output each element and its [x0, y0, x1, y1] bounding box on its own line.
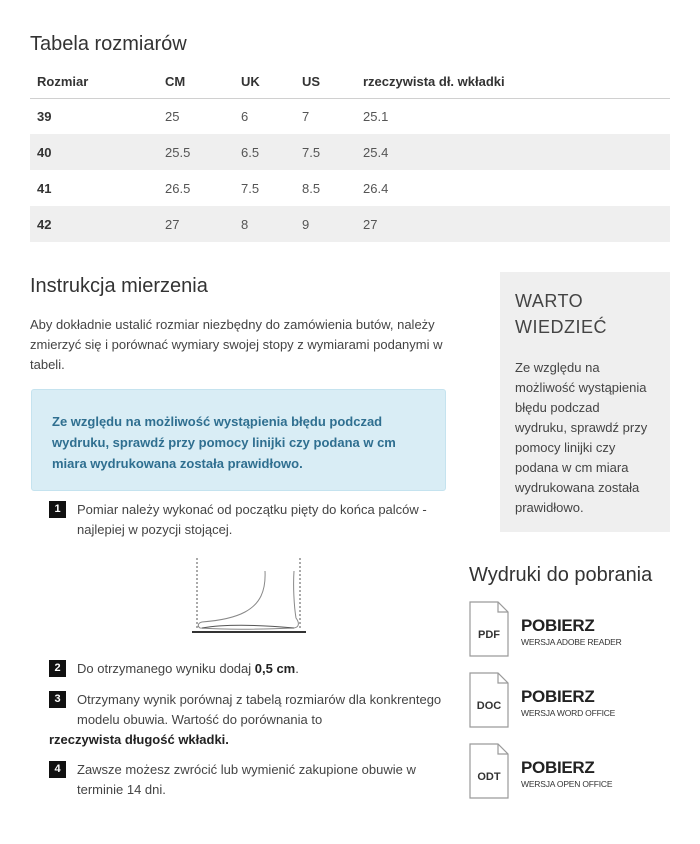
download-sublabel: WERSJA OPEN OFFICE	[521, 779, 613, 789]
cell-uk: 8	[234, 206, 295, 242]
size-table-header-row	[30, 66, 670, 98]
table-row	[30, 170, 670, 206]
good-to-know-title: WARTO WIEDZIEĆ	[515, 291, 607, 337]
cell-uk: 6.5	[234, 134, 295, 170]
cell-size: 39	[37, 108, 52, 124]
cell-us: 8.5	[302, 180, 321, 196]
cell-insole: 25.4	[356, 134, 670, 170]
col-header-size: Rozmiar	[30, 66, 158, 98]
good-to-know-text: Ze względu na możliwość wystąpienia błędu podczad wydruku, sprawdź przy pomocy linijki czy podana w cm miara wydrukowana została prawidłowo.	[515, 360, 648, 515]
instructions-intro: Aby dokładnie ustalić rozmiar niezbędny do zamówienia butów, należy zmierzyć się i porównać wymiary swojej stopy z wymiarami podanymi w tabeli.	[30, 317, 443, 372]
print-warning-alert: Ze względu na możliwość wystąpienia błędu podczad wydruku, sprawdź przy pomocy linijki czy podana w cm miara wydrukowana została prawidłowo.	[31, 389, 446, 491]
step-text-bold: rzeczywista długość wkładki.	[49, 732, 229, 747]
foot-measure-illustration	[190, 556, 310, 636]
download-doc-link[interactable]	[469, 672, 684, 730]
step-2	[49, 659, 449, 679]
cell-insole: 27	[356, 206, 670, 242]
document-file-icon	[469, 601, 509, 657]
col-header-uk: UK	[234, 66, 295, 98]
cell-insole: 25.1	[363, 108, 389, 124]
step-number: 4	[49, 761, 66, 778]
cell-uk: 6	[241, 108, 249, 124]
cell-cm: 25.5	[158, 134, 234, 170]
step-text: Otrzymany wynik porównaj z tabelą rozmiarów dla konkrentego modelu obuwia. Wartość do porównania to	[77, 692, 442, 727]
size-table-title: Tabela rozmiarów	[30, 33, 187, 55]
col-header-insole-length: rzeczywista dł. wkładki	[356, 66, 670, 98]
step-4	[49, 760, 449, 800]
download-pdf-link[interactable]	[469, 601, 684, 659]
cell-us: 7.5	[295, 134, 356, 170]
col-header-cm: CM	[158, 66, 234, 98]
step-text: Pomiar należy wykonać od początku pięty do końca palców - najlepiej w pozycji stojącej.	[77, 502, 427, 537]
step-3	[49, 690, 449, 750]
step-number: 2	[49, 660, 66, 677]
cell-us: 7	[302, 108, 310, 124]
table-row	[30, 206, 670, 242]
download-label: POBIERZ	[521, 758, 595, 777]
document-file-icon	[469, 743, 509, 799]
cell-insole: 26.4	[363, 180, 389, 196]
svg-text:PDF: PDF	[478, 629, 500, 641]
step-1	[49, 500, 449, 540]
cell-uk: 7.5	[241, 180, 260, 196]
col-header-us: US	[295, 66, 356, 98]
good-to-know-box	[500, 272, 670, 532]
cell-size: 42	[30, 206, 158, 242]
download-sublabel: WERSJA WORD OFFICE	[521, 708, 616, 718]
document-file-icon	[469, 672, 509, 728]
step-text: Do otrzymanego wyniku dodaj 0,5 cm.	[77, 661, 299, 676]
cell-us: 9	[295, 206, 356, 242]
step-number: 1	[49, 501, 66, 518]
cell-size: 40	[30, 134, 158, 170]
instructions-title: Instrukcja mierzenia	[30, 275, 208, 297]
cell-size: 41	[37, 180, 52, 196]
cell-cm: 25	[165, 108, 180, 124]
svg-text:DOC: DOC	[476, 700, 502, 712]
step-text: Zawsze możesz zwrócić lub wymienić zakupione obuwie w terminie 14 dni.	[77, 762, 416, 797]
download-sublabel: WERSJA ADOBE READER	[521, 637, 622, 647]
svg-text:ODT: ODT	[477, 771, 501, 783]
download-odt-link[interactable]	[469, 743, 684, 801]
step-number: 3	[49, 691, 66, 708]
size-table	[30, 66, 670, 242]
cell-cm: 27	[158, 206, 234, 242]
table-row	[30, 98, 670, 134]
download-label: POBIERZ	[521, 687, 595, 706]
downloads-title: Wydruki do pobrania	[469, 564, 653, 586]
download-label: POBIERZ	[521, 616, 595, 635]
table-row	[30, 134, 670, 170]
cell-cm: 26.5	[165, 180, 191, 196]
